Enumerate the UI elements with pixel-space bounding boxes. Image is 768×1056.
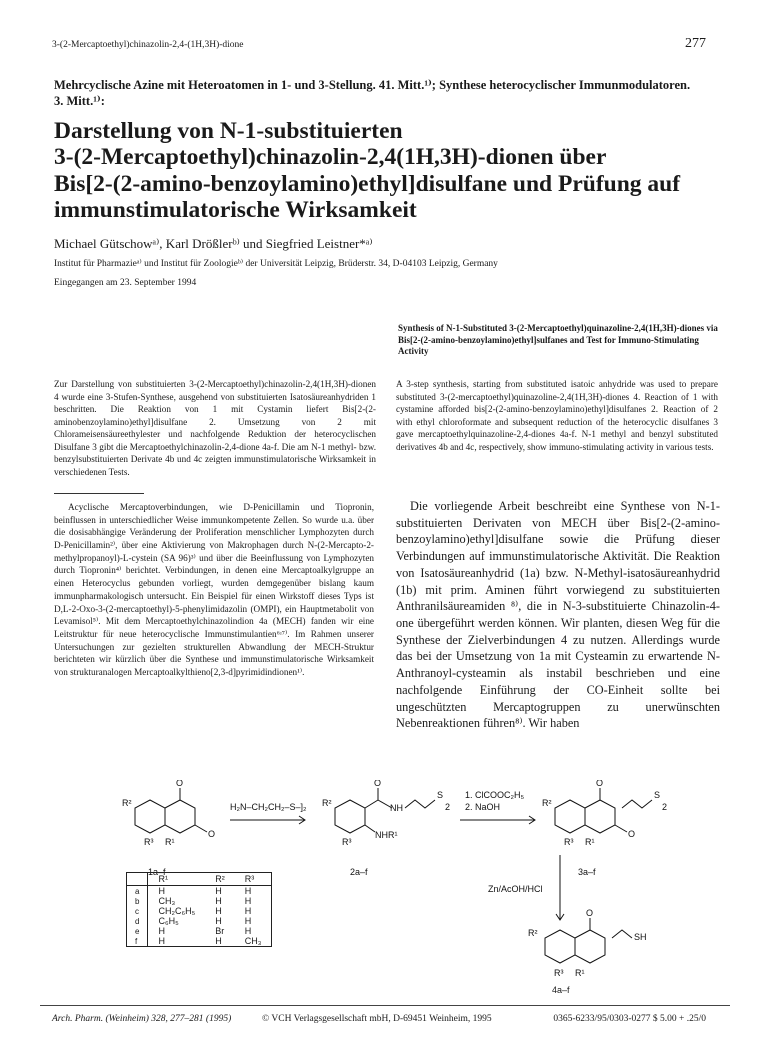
benzene-ring-1 <box>135 800 165 833</box>
r3-label: R³ <box>564 837 574 847</box>
oxo-label: O <box>586 908 594 918</box>
table-row <box>127 936 271 946</box>
cell-r3: CH₃ <box>244 936 262 946</box>
table-row <box>127 896 271 906</box>
r3-label: R³ <box>144 837 154 847</box>
step-1-reagent: 1. ClCOOC₂H₅ <box>465 790 525 800</box>
publisher-copyright: © VCH Verlagsgesellschaft mbH, D-69451 Weinheim, 1995 <box>262 1014 492 1024</box>
compound-2-label: 2a–f <box>350 867 368 877</box>
r2-label: R² <box>542 798 552 808</box>
reagent-cystamine: H₂N–CH₂CH₂–S–]₂ <box>230 802 307 812</box>
subscript-2: 2 <box>662 802 668 812</box>
oxo-label: O <box>208 829 216 839</box>
r2-label: R² <box>322 798 332 808</box>
benzene-ring-4 <box>545 930 575 963</box>
cell-r1: H <box>158 926 165 936</box>
journal-citation: Arch. Pharm. (Weinheim) 328, 277–281 (1995) <box>52 1014 232 1024</box>
title-line-1: Darstellung von N-1-substituierten <box>54 118 403 144</box>
table-row <box>127 926 271 936</box>
cell-r2: H <box>215 936 222 946</box>
title-line-2: 3-(2-Mercaptoethyl)chinazolin-2,4(1H,3H)-dionen über <box>54 144 607 171</box>
cell-r2: H <box>215 906 222 916</box>
r3-label: R³ <box>554 968 564 978</box>
cell-r3: H <box>244 906 252 916</box>
step-2-reagent: 2. NaOH <box>465 802 501 812</box>
page-number: 277 <box>685 36 706 51</box>
pyrimidine-ring-4 <box>575 930 605 963</box>
cell-r3: H <box>244 886 252 896</box>
table-row <box>127 916 271 926</box>
title-line-3: Bis[2-(2-amino-benzoylamino)ethyl]disulfane und Prüfung auf <box>54 170 681 197</box>
cell-r1: CH₃ <box>158 896 176 906</box>
title-line-4: immunstimulatorische Wirksamkeit <box>54 196 417 223</box>
running-title: 3-(2-Mercaptoethyl)chinazolin-2,4-(1H,3H)-dione <box>52 40 244 50</box>
r1-label: R¹ <box>585 837 595 847</box>
cell-r3: H <box>244 896 252 906</box>
benzene-ring-3 <box>555 800 585 833</box>
benzene-ring-2 <box>335 800 365 833</box>
cell-r1: CH₂C₆H₅ <box>158 906 196 916</box>
cell-r3: H <box>244 916 252 926</box>
table-row <box>127 906 271 916</box>
row-label: e <box>127 926 148 936</box>
substituent-table <box>126 872 272 947</box>
r1-label: R¹ <box>575 968 585 978</box>
cell-r2: H <box>215 896 222 906</box>
abstract-english: A 3-step synthesis, starting from substituted isatoic anhydride was used to prepare substituted 3-(2-mercaptoethyl)quinazoline-2,4(1H,3H)-diones 4. Reaction of 1 with cystamine afforded bis[2-(2-amino-benzoylamino)ethyl]disulfanes 2. Reaction of 2 with ethyl chloroformate and subsequent reduction of the heterocyclic disulfanes 3 gave mercaptoethylquinazoline-2,4-diones 4a-f. N-1 methyl and benzyl substituted derivatives 4b and 4c, respectively, show immuno-stimulating activity in various tests. <box>396 379 718 452</box>
authors: Michael Gütschowᵃ⁾, Karl Drößlerᵇ⁾ und Siegfried Leistner*ᵃ⁾ <box>54 236 373 251</box>
footer-rule <box>40 1005 730 1006</box>
oxo-label: O <box>374 780 382 788</box>
oxo-label: O <box>596 780 604 788</box>
nhr1-label: NHR¹ <box>375 830 398 840</box>
affiliation: Institut für Pharmazieᵃ⁾ und Institut für Zoologieᵇ⁾ der Universität Leipzig, Brüderstr. 34, D-04103 Leipzig, Germany <box>54 259 498 269</box>
body-text-right: Die vorliegende Arbeit beschreibt eine Synthese von N-1-substituierten Derivaten von MECH über Bis[2-(2-amino-benzoylamino)ethyl]disulfane sowie die Prüfung dieser Verbindungen auf immunstimulatorische Aktivität. Die Reaktion von Isatosäureanhydrid (1a) bzw. N-Methyl-isatosäureanhydrid (1b) mit prim. Aminen führt vorwiegend zu substituierten Anthranilsäureamiden ⁸⁾, die in N-3-substituierte Chinazolin-4-one übergeführt werden können. Wir planten, diesen Weg für die Synthese der Zielverbindungen 4 zu nutzen. Allerdings wurde das bei der Umsetzung von 1a mit Cysteamin zu erwartende N-Anthranoyl-cysteamin als instabil beschrieben und eine nachfolgende Einführung der CO-Einheit sollte bei ungeschützten Mercaptogruppen zu unerwünschten Nebenreaktionen führen⁸⁾. Wir haben <box>396 499 720 731</box>
subscript-2: 2 <box>445 802 451 812</box>
cell-r2: Br <box>215 926 225 936</box>
sulfur-label: S <box>437 790 444 800</box>
oxazine-ring-1 <box>165 800 195 833</box>
article-title <box>54 118 714 223</box>
english-title: Synthesis of N-1-Substituted 3-(2-Mercaptoethyl)quinazoline-2,4(1H,3H)-diones via Bis[2-(2-amino-benzoylamino)ethyl]sulfanes and Test for Immuno-Stimulating Activity <box>398 323 718 357</box>
cell-r1: C₆H₅ <box>158 916 179 926</box>
r3-label: R³ <box>342 837 352 847</box>
cell-r1: H <box>158 936 165 946</box>
cell-r3: H <box>244 926 252 936</box>
received-date: Eingegangen am 23. September 1994 <box>54 278 197 288</box>
oxo-label: O <box>176 780 184 788</box>
row-label: f <box>127 936 148 946</box>
cell-r2: H <box>215 916 222 926</box>
compound-1-label: 1a–f <box>148 867 166 877</box>
table-row <box>127 886 271 897</box>
col-header-r1: R¹ <box>148 873 205 886</box>
nh-label: NH <box>390 803 403 813</box>
sulfur-label: S <box>654 790 661 800</box>
row-label: c <box>127 906 148 916</box>
compound-4-label: 4a–f <box>552 985 570 995</box>
row-label: d <box>127 916 148 926</box>
row-label: a <box>127 886 148 897</box>
oxo-label: O <box>628 829 636 839</box>
step-3-reagent: Zn/AcOH/HCl <box>488 884 543 894</box>
col-header-r2: R² <box>205 873 235 886</box>
cell-r2: H <box>215 886 222 896</box>
r2-label: R² <box>528 928 538 938</box>
thiol-label: SH <box>634 932 647 942</box>
divider <box>54 493 144 494</box>
r1-label: R¹ <box>165 837 175 847</box>
row-label: b <box>127 896 148 906</box>
cell-r1: H <box>158 886 165 896</box>
col-header-r3: R³ <box>235 873 272 886</box>
compound-3-label: 3a–f <box>578 867 596 877</box>
abstract-german: Zur Darstellung von substituierten 3-(2-Mercaptoethyl)chinazolin-2,4(1H,3H)-dionen 4 wurde eine 3-Stufen-Synthese, ausgehend von substituierten Isatosäureanhydriden 1 beschritten. Die Reaktion von 1 mit Cystamin liefert Bis[2-(2-aminobenzoylamino)ethyl]disulfane 2. Umsetzung von 2 mit Chlorameisensäureethylester und nachfolgende Reduktion der heterocyclischen Disulfane 3 gibt die Mercaptoethylchinazolin-2,4-dione 4a-f. Die am N-1 methyl- bzw. benzylsubstituierten Derivate 4b und 4c zeigten immunstimulatorische Wirksamkeit in verschiedenen Tests. <box>54 379 376 477</box>
pyrimidine-ring-3 <box>585 800 615 833</box>
series-heading: Mehrcyclische Azine mit Heteroatomen in 1- und 3-Stellung. 41. Mitt.¹⁾; Synthese heterocyclischer Immunmodulatoren. 3. Mitt.¹⁾: <box>54 78 691 108</box>
body-text-left: Acyclische Mercaptoverbindungen, wie D-Penicillamin und Tiopronin, beinflussen in unterschiedlicher Weise immunkompetente Zellen. So wurde u.a. über die dosisabhängige Veränderung der Proliferation menschlicher Lymphozyten durch D-Penicillamin²⁾, über eine Aktivierung von Makrophagen durch N-(2-Mercapto-2-methylpropanoyl)-L-cystein (SA 96)³⁾ und über die Beeinflussung von Lymphozyten durch Tiopronin⁴⁾ berichtet. Verbindungen, in denen eine Mercaptoalkylgruppe an einen Heterocyclus gebunden vorliegt, wurden demgegenüber bislang kaum immunpharmakologisch untersucht. Ein Beispiel für einen Wirkstoff dieses Typs ist D,L-2-Oxo-3-(2-mercaptoethyl)-5-phenylimidazolin (OMPI), ein Hauptmetabolit von Levamisol⁵⁾. Mit dem Mercaptoethylchinazolindion 4a (MECH) fanden wir eine Leitstruktur für neue heterocyclische Immunstimulantien⁶ʴ⁷⁾. Im Rahmen unserer Untersuchungen zur gezielten strukturellen Abwandlung der MECH-Struktur berichteten wir kürzlich über die Synthese und immunstimulatorische Wirksamkeit von strukturanalogen Mercaptoalkylthieno[2,3-d]pyrimidindionen¹⁾. <box>54 502 374 677</box>
r2-label: R² <box>122 798 132 808</box>
issn-code: 0365-6233/95/0303-0277 $ 5.00 + .25/0 <box>553 1014 706 1024</box>
